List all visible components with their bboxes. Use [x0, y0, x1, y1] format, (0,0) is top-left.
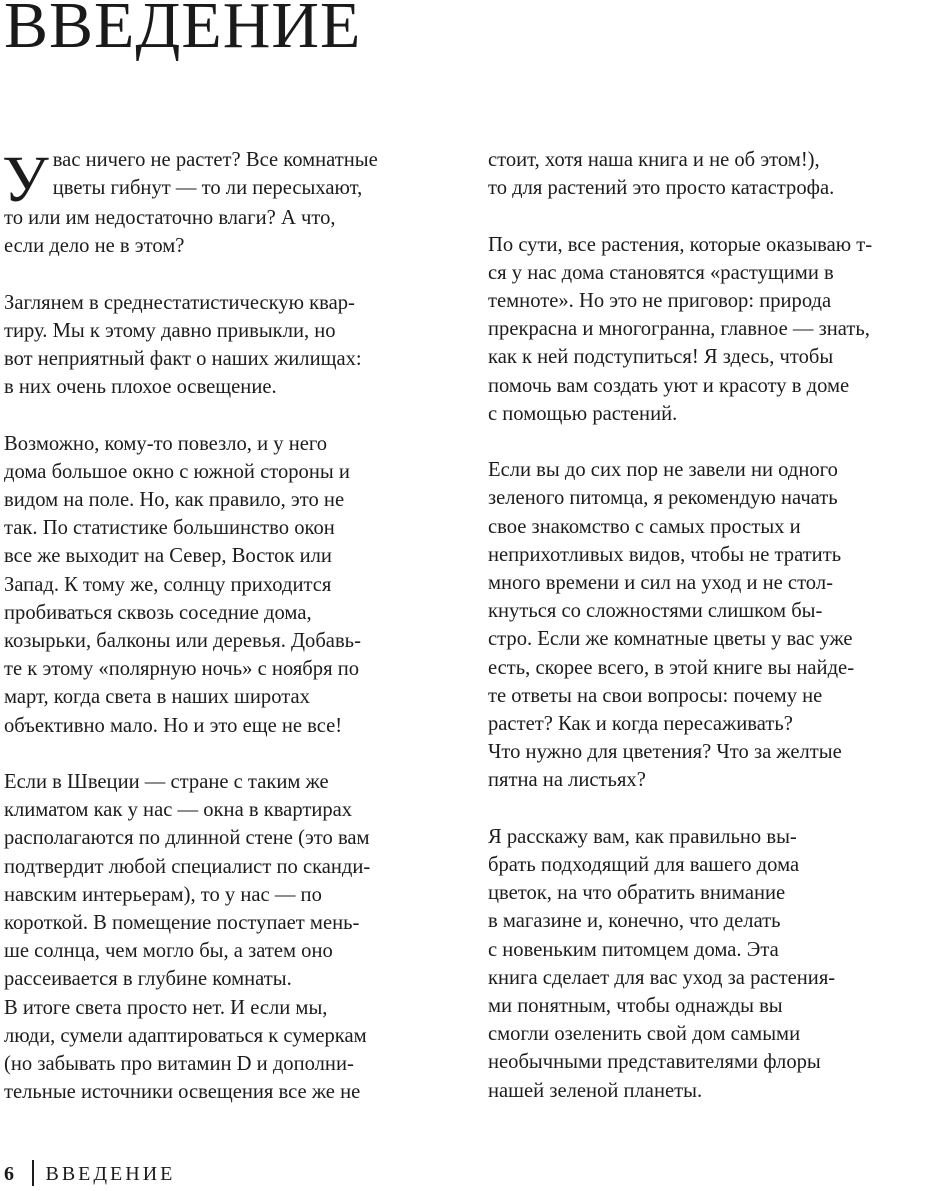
text-line: с новеньким питомцем дома. Эта: [488, 938, 779, 961]
text-line: темноте». Но это не приговор: природа: [488, 290, 832, 312]
text-line: в них очень плохое освещение.: [4, 376, 277, 399]
paragraph: [488, 456, 936, 794]
text-line: Что нужно для цветения? Что за желтые: [488, 741, 842, 764]
text-line: стоит, хотя наша книга и не об этом!),: [488, 149, 820, 171]
text-line: неприхотливых видов, чтобы не тратить: [488, 543, 842, 566]
text-line: свое знакомство с самых простых и: [488, 515, 801, 538]
text-line: те к этому «полярную ночь» с ноября по: [4, 658, 360, 681]
text-line: располагаются по длинной стене (это вам: [4, 827, 370, 850]
text-line: тельные источники освещения все же не: [4, 1081, 361, 1104]
text-line: необычными представителями флоры: [488, 1051, 821, 1074]
paragraph: [488, 231, 936, 428]
text-line: то для растений это просто катастрофа.: [488, 177, 835, 200]
text-line: Запад. К тому же, солнцу приходится: [4, 573, 332, 596]
text-line: навским интерьерам), то у нас — по: [4, 883, 322, 906]
text-line: все же выходит на Север, Восток или: [4, 545, 332, 568]
text-line: нашей зеленой планеты.: [488, 1079, 703, 1102]
paragraph: [4, 430, 464, 740]
text-line: климатом как у нас — окна в квартирах: [4, 799, 353, 822]
text-line: Если вы до сих пор не завели ни одного: [488, 459, 838, 482]
text-line: ми понятным, чтобы однажды вы: [488, 995, 783, 1018]
text-line: то или им недостаточно влаги? А что,: [4, 207, 336, 229]
paragraph: [4, 768, 464, 1106]
text-line: как к ней подступиться! Я здесь, чтобы: [488, 346, 834, 369]
text-line: так. По статистике большинство окон: [4, 517, 335, 540]
text-line: пятна на листьях?: [488, 769, 646, 792]
text-line: видом на поле. Но, как правило, это не: [4, 489, 345, 511]
text-line: пробиваться сквозь соседние дома,: [4, 601, 312, 624]
right-column: [488, 146, 936, 1133]
text-line: зеленого питомца, я рекомендую начать: [488, 487, 838, 510]
text-line: Я расскажу вам, как правильно вы-: [488, 825, 797, 848]
text-line: март, когда света в наших широтах: [4, 686, 310, 709]
text-line: Заглянем в среднестатистическую квар-: [4, 291, 355, 314]
text-line: ше солнца, чем могло бы, а затем оно: [4, 940, 333, 963]
text-line: цветок, на что обратить внимание: [488, 882, 786, 905]
text-line: если дело не в этом?: [4, 235, 185, 258]
text-line: стро. Если же комнатные цветы у вас уже: [488, 628, 853, 651]
text-line: Возможно, кому-то повезло, и у него: [4, 432, 328, 455]
text-line: есть, скорее всего, в этой книге вы найде-: [488, 656, 855, 679]
text-line: По сути, все растения, которые оказываю т-: [488, 233, 873, 256]
text-line: смогли озеленить свой дом самыми: [488, 1023, 801, 1046]
text-line: вас ничего не растет? Все комнатные: [52, 149, 378, 171]
text-line: цветы гибнут — то ли пересыхают,: [52, 177, 363, 200]
text-line: (но забывать про витамин D и дополни-: [4, 1053, 354, 1076]
text-line: короткой. В помещение поступает мень-: [4, 912, 360, 935]
paragraph: [488, 823, 936, 1105]
text-line: козырьки, балконы или деревья. Добавь-: [4, 630, 361, 653]
text-line: ся у нас дома становятся «растущими в: [488, 261, 834, 284]
paragraph: [488, 146, 936, 202]
text-line: книга сделает для вас уход за растения-: [488, 966, 836, 989]
running-header: ВВЕДЕНИЕ: [45, 1163, 176, 1185]
text-line: прекрасна и многогранна, главное — знать,: [488, 318, 870, 341]
page-title: ВВЕДЕНИЕ: [4, 0, 362, 62]
left-column: [2, 143, 464, 1135]
text-line: те ответы на свои вопросы: почему не: [488, 684, 823, 707]
page-footer: [4, 1160, 175, 1188]
text-line: помочь вам создать уют и красоту в доме: [488, 374, 850, 397]
text-line: растет? Как и когда пересаживать?: [488, 713, 793, 736]
text-line: в магазине и, конечно, что делать: [488, 910, 781, 933]
dropcap: У: [2, 143, 49, 216]
text-line: вот неприятный факт о наших жилищах:: [4, 348, 362, 370]
text-line: Если в Швеции — стране с таким же: [4, 771, 329, 794]
text-line: много времени и сил на уход и не стол-: [488, 572, 833, 595]
text-line: люди, сумели адаптироваться к сумеркам: [4, 1024, 367, 1047]
paragraph: [2, 143, 464, 260]
text-line: подтвердит любой специалист по сканди-: [4, 855, 371, 878]
text-line: тиру. Мы к этому давно привыкли, но: [4, 319, 336, 342]
text-line: рассеивается в глубине комнаты.: [4, 968, 292, 991]
text-line: кнуться со сложностями слишком бы-: [488, 600, 823, 623]
text-line: дома большое окно с южной стороны и: [4, 460, 350, 483]
text-line: В итоге света просто нет. И если мы,: [4, 996, 328, 1019]
text-line: объективно мало. Но и это еще не все!: [4, 714, 343, 737]
paragraph: [4, 289, 464, 402]
text-line: с помощью растений.: [488, 402, 678, 425]
footer-divider: [32, 1160, 34, 1186]
text-line: брать подходящий для вашего дома: [488, 854, 800, 877]
page-number: 6: [4, 1163, 14, 1185]
